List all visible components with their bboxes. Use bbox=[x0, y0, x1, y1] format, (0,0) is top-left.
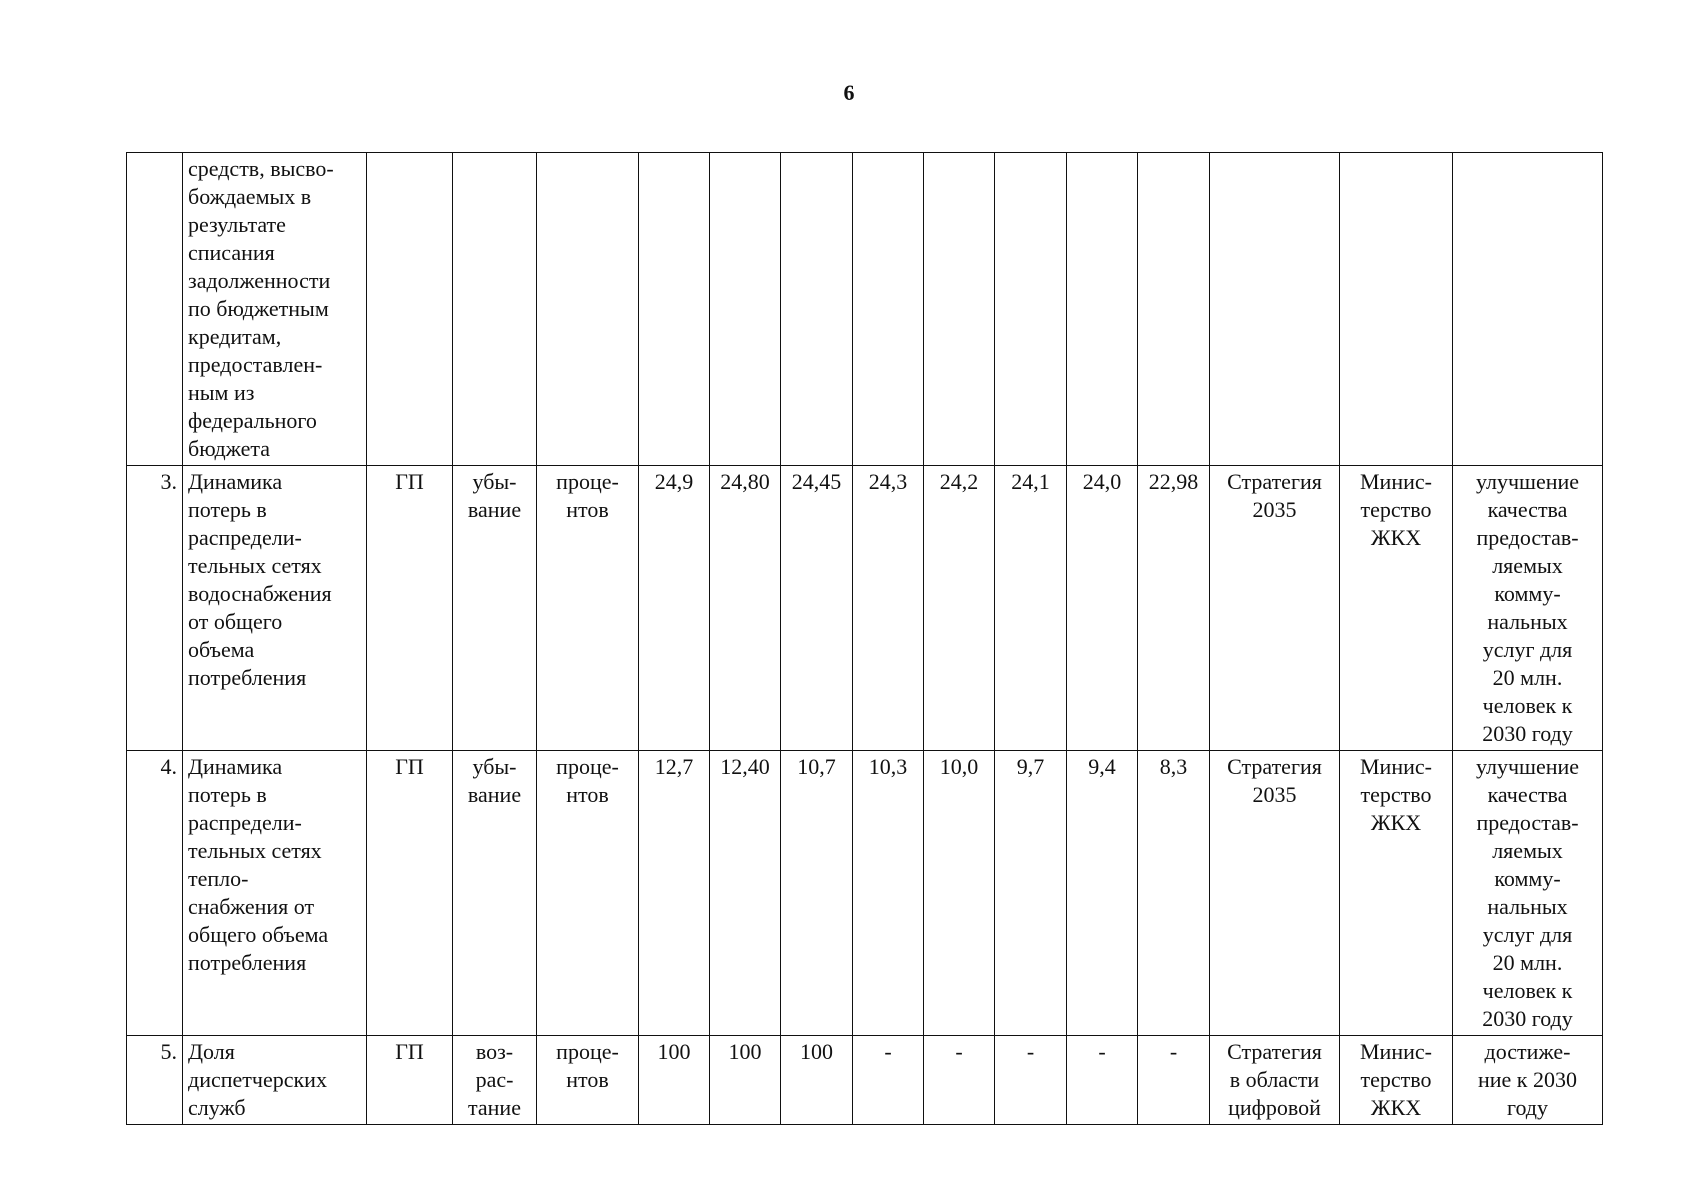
value-cell bbox=[781, 153, 853, 466]
expected-result: достиже- ние к 2030 году bbox=[1453, 1036, 1603, 1125]
value-cell: 8,3 bbox=[1138, 751, 1210, 1036]
value-cell: 12,7 bbox=[639, 751, 710, 1036]
row-number: 3. bbox=[127, 466, 183, 751]
indicator-name: средств, высво- бождаемых в результате списания задолженности по бюджетным кредитам, предоставлен- ным из федерального бюджета bbox=[183, 153, 367, 466]
expected-result: улучшение качества предостав- ляемых комму- нальных услуг для 20 млн. человек к 2030 году bbox=[1453, 751, 1603, 1036]
indicator-type bbox=[367, 153, 453, 466]
table-row bbox=[127, 1036, 1603, 1125]
source-document: Стратегия 2035 bbox=[1210, 466, 1340, 751]
indicators-table bbox=[126, 152, 1603, 1125]
indicator-trend: воз- рас- тание bbox=[453, 1036, 537, 1125]
expected-result: улучшение качества предостав- ляемых комму- нальных услуг для 20 млн. человек к 2030 году bbox=[1453, 466, 1603, 751]
value-cell: 24,45 bbox=[781, 466, 853, 751]
value-cell bbox=[853, 153, 924, 466]
value-cell: 100 bbox=[710, 1036, 781, 1125]
value-cell bbox=[710, 153, 781, 466]
value-cell: 24,3 bbox=[853, 466, 924, 751]
table-row bbox=[127, 466, 1603, 751]
indicator-type: ГП bbox=[367, 751, 453, 1036]
source-document: Стратегия в области цифровой bbox=[1210, 1036, 1340, 1125]
indicator-trend: убы- вание bbox=[453, 751, 537, 1036]
value-cell: 10,0 bbox=[924, 751, 995, 1036]
table-row bbox=[127, 751, 1603, 1036]
value-cell: 24,1 bbox=[995, 466, 1067, 751]
value-cell: - bbox=[853, 1036, 924, 1125]
indicator-unit: проце- нтов bbox=[537, 466, 639, 751]
indicator-name: Динамика потерь в распредели- тельных сетях тепло- снабжения от общего объема потребления bbox=[183, 751, 367, 1036]
row-number bbox=[127, 153, 183, 466]
indicator-name: Динамика потерь в распредели- тельных сетях водоснабжения от общего объема потребления bbox=[183, 466, 367, 751]
responsible-body bbox=[1340, 153, 1453, 466]
indicator-type: ГП bbox=[367, 466, 453, 751]
value-cell: 9,4 bbox=[1067, 751, 1138, 1036]
value-cell: 24,80 bbox=[710, 466, 781, 751]
value-cell bbox=[639, 153, 710, 466]
value-cell: 100 bbox=[639, 1036, 710, 1125]
responsible-body: Минис- терство ЖКХ bbox=[1340, 1036, 1453, 1125]
value-cell: 22,98 bbox=[1138, 466, 1210, 751]
responsible-body: Минис- терство ЖКХ bbox=[1340, 466, 1453, 751]
value-cell: 10,3 bbox=[853, 751, 924, 1036]
value-cell: - bbox=[1138, 1036, 1210, 1125]
value-cell: 24,9 bbox=[639, 466, 710, 751]
expected-result bbox=[1453, 153, 1603, 466]
value-cell bbox=[1067, 153, 1138, 466]
value-cell: 12,40 bbox=[710, 751, 781, 1036]
value-cell: 10,7 bbox=[781, 751, 853, 1036]
indicator-unit bbox=[537, 153, 639, 466]
indicator-trend bbox=[453, 153, 537, 466]
indicator-unit: проце- нтов bbox=[537, 1036, 639, 1125]
row-number: 4. bbox=[127, 751, 183, 1036]
indicator-type: ГП bbox=[367, 1036, 453, 1125]
source-document: Стратегия 2035 bbox=[1210, 751, 1340, 1036]
value-cell bbox=[924, 153, 995, 466]
value-cell: - bbox=[995, 1036, 1067, 1125]
source-document bbox=[1210, 153, 1340, 466]
value-cell: 100 bbox=[781, 1036, 853, 1125]
indicator-trend: убы- вание bbox=[453, 466, 537, 751]
table-row bbox=[127, 153, 1603, 466]
value-cell: 24,0 bbox=[1067, 466, 1138, 751]
row-number: 5. bbox=[127, 1036, 183, 1125]
value-cell bbox=[1138, 153, 1210, 466]
responsible-body: Минис- терство ЖКХ bbox=[1340, 751, 1453, 1036]
value-cell bbox=[995, 153, 1067, 466]
indicator-unit: проце- нтов bbox=[537, 751, 639, 1036]
value-cell: 24,2 bbox=[924, 466, 995, 751]
value-cell: - bbox=[1067, 1036, 1138, 1125]
page-number: 6 bbox=[843, 80, 855, 105]
value-cell: 9,7 bbox=[995, 751, 1067, 1036]
value-cell: - bbox=[924, 1036, 995, 1125]
indicator-name: Доля диспетчерских служб bbox=[183, 1036, 367, 1125]
